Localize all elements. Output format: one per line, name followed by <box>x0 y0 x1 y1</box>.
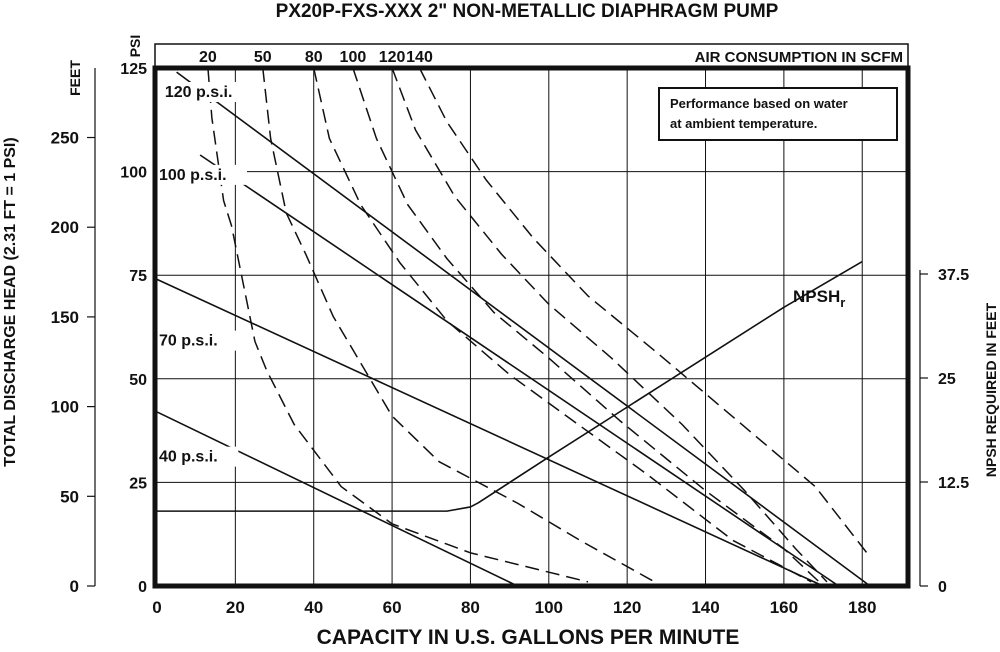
pressure-label-100-p-s-i: 100 p.s.i. <box>158 166 227 184</box>
x-tick-labels <box>152 598 876 617</box>
npsh-tick-labels <box>920 267 969 596</box>
feet-axis-title: FEET <box>67 60 83 96</box>
feet-tick-labels <box>51 129 95 596</box>
feet-tick-200: 200 <box>50 218 79 238</box>
pressure-curve-120-p-s-i <box>177 72 870 586</box>
air-tick-80: 80 <box>304 49 323 66</box>
x-tick-40: 40 <box>304 598 324 617</box>
psi-tick-25: 25 <box>129 475 147 493</box>
pressure-curve-70-p-s-i <box>157 279 823 586</box>
psi-tick-50: 50 <box>129 371 147 389</box>
feet-axis-label: TOTAL DISCHARGE HEAD (2.31 FT = 1 PSI) <box>2 137 19 467</box>
plot-frame <box>155 68 908 586</box>
pressure-label-70-p-s-i: 70 p.s.i. <box>158 332 218 350</box>
air-consumption-curves <box>208 68 870 582</box>
air-tick-20: 20 <box>199 49 217 66</box>
psi-tick-75: 75 <box>129 268 147 286</box>
air-curve-80 <box>314 68 812 582</box>
air-curve-140 <box>420 68 871 557</box>
npsh-curve <box>157 262 862 512</box>
npsh-tick-0: 0 <box>938 579 947 596</box>
feet-tick-150: 150 <box>50 307 79 327</box>
grid-lines <box>155 68 908 586</box>
pressure-label-40-p-s-i: 40 p.s.i. <box>158 448 218 466</box>
air-tick-140: 140 <box>406 49 433 66</box>
air-tick-100: 100 <box>339 49 367 66</box>
npsh-tick-12-5: 12.5 <box>938 475 970 492</box>
psi-tick-125: 125 <box>120 61 147 78</box>
pressure-curve-100-p-s-i <box>200 155 839 586</box>
npsh-curve-label <box>793 287 845 310</box>
pressure-curves <box>157 72 870 586</box>
note-line-1: Performance based on water <box>670 96 848 111</box>
air-tick-labels <box>199 49 433 66</box>
feet-tick-250: 250 <box>50 128 79 148</box>
x-tick-0: 0 <box>152 598 162 617</box>
air-axis-title: AIR CONSUMPTION IN SCFM <box>694 49 903 66</box>
air-curve-100 <box>353 68 819 582</box>
air-tick-120: 120 <box>378 49 406 66</box>
x-tick-100: 100 <box>534 598 563 617</box>
air-curve-50 <box>263 68 655 582</box>
x-tick-60: 60 <box>382 598 402 617</box>
feet-tick-50: 50 <box>60 487 79 507</box>
air-curve-20 <box>208 68 588 582</box>
feet-tick-0: 0 <box>69 577 79 596</box>
npsh-label-text: NPSH <box>793 287 841 306</box>
x-tick-20: 20 <box>225 598 245 617</box>
pressure-label-120-p-s-i: 120 p.s.i. <box>164 84 233 102</box>
x-tick-80: 80 <box>460 598 480 617</box>
npsh-label-subscript: r <box>840 295 846 310</box>
npsh-curve-group <box>157 262 862 512</box>
x-tick-160: 160 <box>769 598 799 617</box>
npsh-axis-label: NPSH REQUIRED IN FEET <box>983 302 999 478</box>
note-line-2: at ambient temperature. <box>670 116 818 131</box>
chart-title: PX20P-FXS-XXX 2" NON-METALLIC DIAPHRAGM PUMP <box>275 1 779 22</box>
psi-axis-title: PSI <box>127 34 143 58</box>
pressure-curve-40-p-s-i <box>157 412 517 586</box>
x-tick-120: 120 <box>612 598 642 617</box>
x-tick-140: 140 <box>691 598 720 617</box>
psi-tick-100: 100 <box>120 164 147 182</box>
x-tick-180: 180 <box>848 598 877 617</box>
psi-tick-0: 0 <box>138 579 147 596</box>
psi-tick-labels <box>120 61 147 596</box>
npsh-tick-37-5: 37.5 <box>938 267 970 284</box>
npsh-tick-25: 25 <box>938 371 956 388</box>
x-axis-label: CAPACITY IN U.S. GALLONS PER MINUTE <box>316 626 740 649</box>
pressure-curve-labels <box>157 82 253 467</box>
air-tick-50: 50 <box>253 49 272 66</box>
feet-tick-100: 100 <box>50 397 79 417</box>
